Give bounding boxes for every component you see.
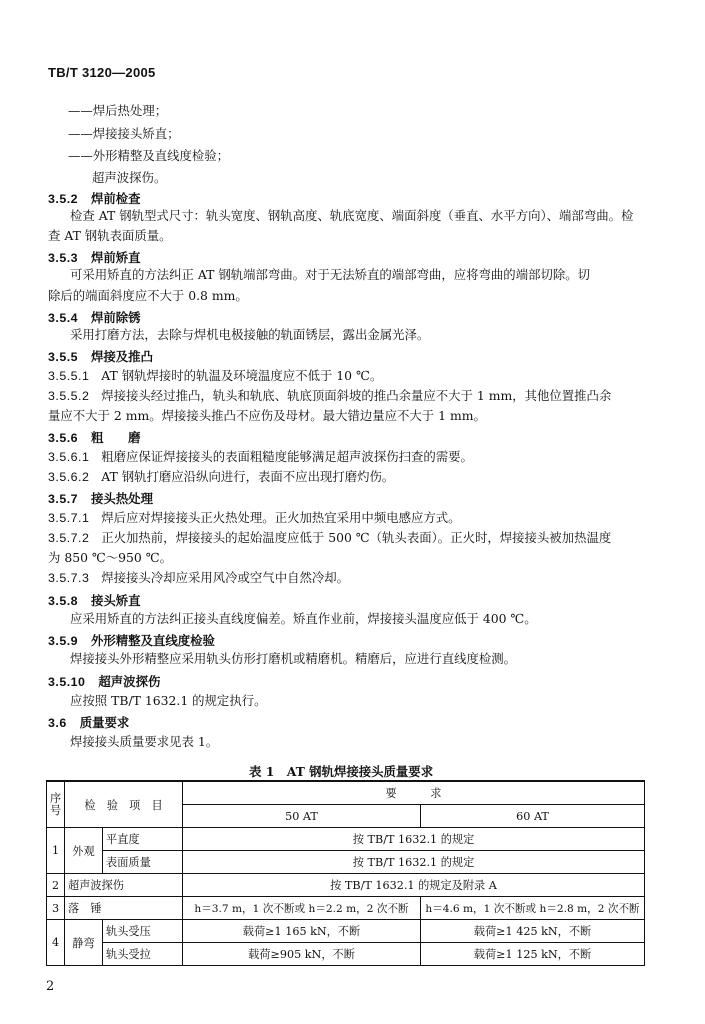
table-row [47,897,645,920]
paragraph-line: 为 850 ℃～950 ℃。 [48,550,173,565]
section-number: 3.5.7 [48,492,79,506]
section-number: 3.5.3 [48,251,79,265]
section-heading [48,347,153,365]
clause [48,449,473,465]
section-heading [48,428,141,446]
table-row [47,943,645,966]
section-heading [48,713,129,731]
section-number: 3.5.10 [48,675,86,689]
table-header-row [47,781,645,805]
page-number: 2 [46,979,55,994]
clause-text: AT 钢轨焊接时的轨温及环境温度应不低于 10 ℃。 [101,368,383,383]
paragraph-line: 焊接接头外形精整应采用轨头仿形打磨机或精磨机。精磨后，应进行直线度检测。 [70,651,517,666]
cell-no: 3 [47,897,65,920]
section-title: 接头矫直 [91,593,141,608]
header-cell-requirement: 要 求 [183,781,645,805]
clause-text: 焊后应对焊接接头正火热处理。正火加热宜采用中频电感应方式。 [101,510,461,525]
section-number: 3.5.5 [48,350,79,364]
paragraph-line: 采用打磨方法，去除与焊机电极接触的轨面锈层，露出金属光泽。 [70,327,430,342]
section-title: 焊前除锈 [91,310,141,325]
cell-60at: 载荷≥1 125 kN，不断 [421,943,645,966]
header-cell-50at: 50 AT [183,805,421,828]
table-row [47,920,645,943]
cell-item: 轨头受压 [103,920,183,943]
clause-text: 正火加热前，焊接接头的起始温度应低于 500 ℃（轨头表面）。正火时，焊接接头被加热温度 [101,530,612,545]
cell-requirement: 按 TB/T 1632.1 的规定 [183,828,645,851]
cell-item: 落 锤 [65,897,183,920]
section-heading [48,672,160,690]
header-cell-item: 检 验 项 目 [65,781,183,828]
quality-requirements-table [46,780,645,966]
clause [48,388,611,404]
section-title: 外形精整及直线度检验 [91,633,215,648]
section-number: 3.5.6 [48,431,79,445]
standard-number: TB/T 3120—2005 [48,65,156,80]
table-row [47,874,645,897]
section-title: 粗 磨 [91,430,141,445]
paragraph-line: 可采用矫直的方法纠正 AT 钢轨端部弯曲。对于无法矫直的端部弯曲，应将弯曲的端部切除。切 [70,267,591,282]
clause-number: 3.5.5.2 [48,389,90,403]
section-title: 质量要求 [79,715,130,730]
cell-item: 平直度 [103,828,183,851]
cell-requirement: 按 TB/T 1632.1 的规定及附录 A [183,874,645,897]
clause-number: 3.5.7.2 [48,531,90,545]
section-title: 接头热处理 [91,491,153,506]
section-heading [48,189,141,207]
clause-text: 粗磨应保证焊接接头的表面粗糙度能够满足超声波探伤扫查的需要。 [101,449,473,464]
section-heading [48,489,153,507]
section-title: 焊前检查 [91,191,141,206]
list-item: 超声波探伤。 [92,170,167,185]
cell-group: 外观 [65,828,103,874]
header-cell-no: 序号 [47,781,65,828]
section-heading [48,248,141,266]
list-item: ——外形精整及直线度检验； [68,148,230,163]
table-row [47,851,645,874]
section-number: 3.5.4 [48,311,79,325]
clause-number: 3.5.6.2 [48,470,90,484]
clause-text: AT 钢轨打磨应沿纵向进行，表面不应出现打磨灼伤。 [101,469,395,484]
cell-no: 4 [47,920,65,966]
section-number: 3.5.2 [48,192,79,206]
section-heading [48,631,215,649]
section-number: 3.5.8 [48,594,79,608]
cell-no: 2 [47,874,65,897]
cell-item: 轨头受拉 [103,943,183,966]
header-cell-60at: 60 AT [421,805,645,828]
list-item: ——焊后热处理； [68,103,168,118]
cell-50at: h＝3.7 m，1 次不断或 h＝2.2 m，2 次不断 [183,897,421,920]
clause [48,469,394,485]
paragraph-line: 应采用矫直的方法纠正接头直线度偏差。矫直作业前，焊接接头温度应低于 400 ℃。 [70,611,537,626]
clause-number: 3.5.5.1 [48,369,90,383]
clause-number: 3.5.7.3 [48,571,90,585]
section-title: 焊接及推凸 [91,349,153,364]
clause [48,510,461,526]
clause-number: 3.5.7.1 [48,511,90,525]
paragraph-line: 量应不大于 2 mm。焊接接头推凸不应伤及母材。最大错边量应不大于 1 mm。 [48,408,486,423]
section-heading [48,591,141,609]
clause-text: 焊接接头经过推凸，轨头和轨底、轨底顶面斜坡的推凸余量应不大于 1 mm，其他位置推凸余 [101,388,612,403]
cell-item: 表面质量 [103,851,183,874]
paragraph-line: 除后的端面斜度应不大于 0.8 mm。 [48,288,248,303]
paragraph-line: 检查 AT 钢轨型式尺寸：轨头宽度、钢轨高度、轨底宽度、端面斜度（垂直、水平方向）、端部弯曲。检 [70,208,634,223]
paragraph-line: 应按照 TB/T 1632.1 的规定执行。 [70,693,267,708]
table-row [47,828,645,851]
clause [48,570,349,586]
cell-item: 超声波探伤 [65,874,183,897]
section-number: 3.5.9 [48,634,79,648]
list-item: ——焊接接头矫直； [68,126,180,141]
clause [48,530,611,546]
paragraph-line: 焊接接头质量要求见表 1。 [70,734,219,749]
cell-group: 静弯 [65,920,103,966]
section-title: 超声波探伤 [98,674,161,689]
cell-60at: 载荷≥1 425 kN，不断 [421,920,645,943]
cell-50at: 载荷≥1 165 kN，不断 [183,920,421,943]
table-caption: 表 1 AT 钢轨焊接接头质量要求 [249,764,434,779]
paragraph-line: 查 AT 钢轨表面质量。 [48,228,172,243]
cell-50at: 载荷≥905 kN，不断 [183,943,421,966]
clause [48,368,382,384]
clause-text: 焊接接头冷却应采用风冷或空气中自然冷却。 [101,570,350,585]
section-heading [48,308,141,326]
section-title: 焊前矫直 [91,250,141,265]
cell-60at: h＝4.6 m，1 次不断或 h＝2.8 m，2 次不断 [421,897,645,920]
cell-requirement: 按 TB/T 1632.1 的规定 [183,851,645,874]
cell-no: 1 [47,828,65,874]
clause-number: 3.5.6.1 [48,450,90,464]
section-number: 3.6 [48,716,67,730]
